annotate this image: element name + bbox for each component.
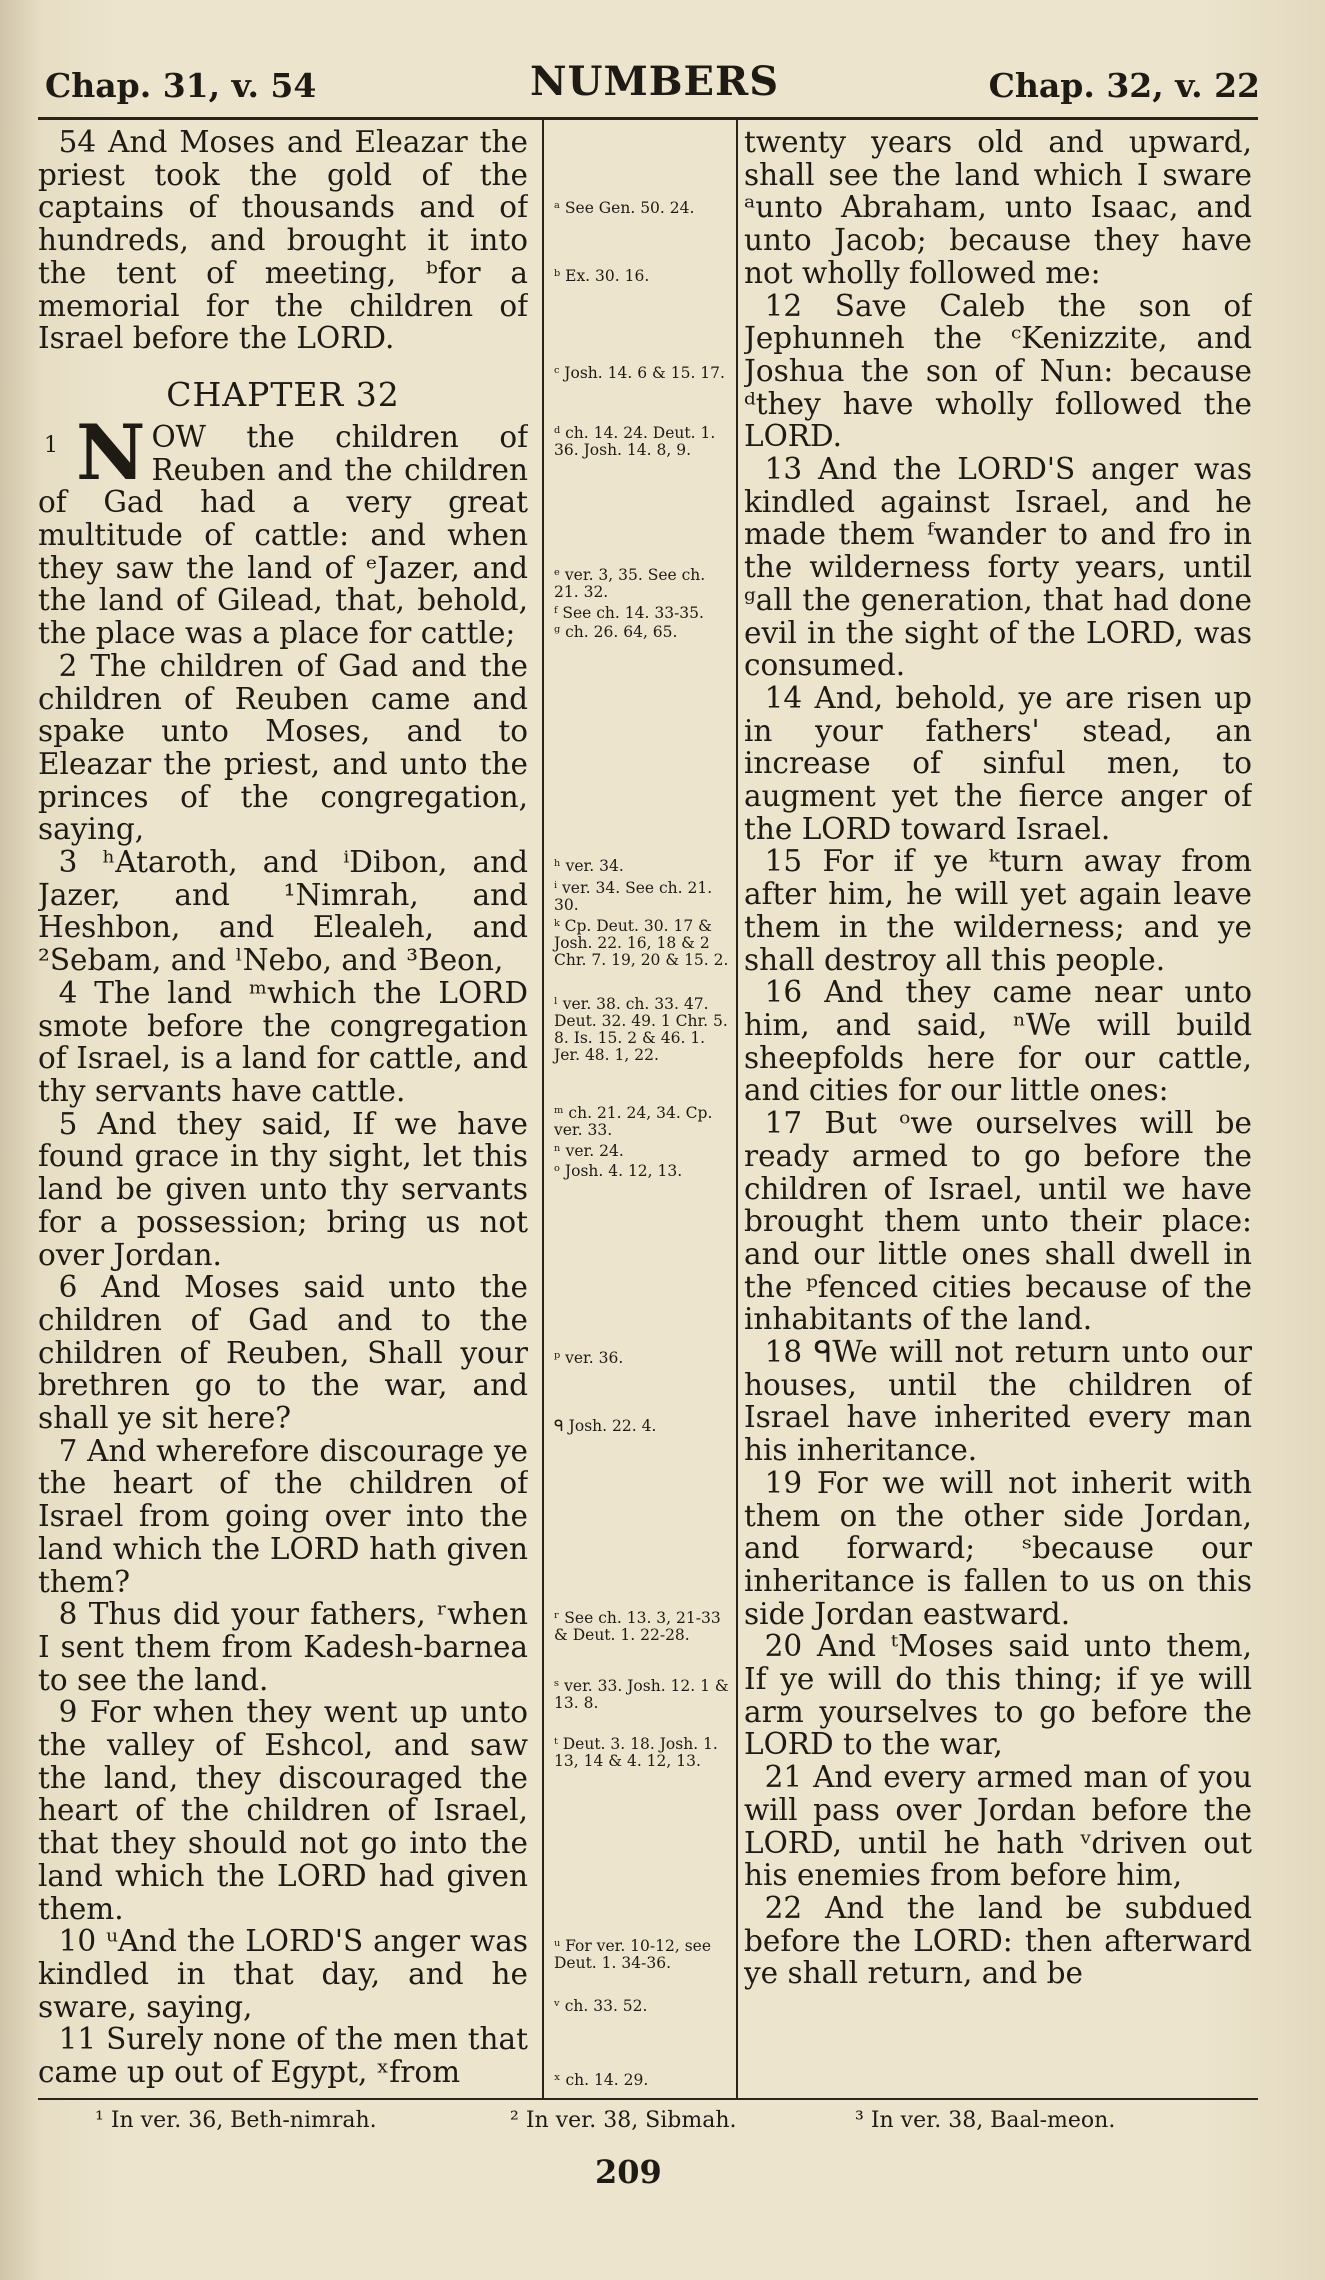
header-chapter-right: Chap. 32, v. 22	[988, 66, 1260, 105]
verse-32-21: 21 And every armed man of you will pass over Jordan before the LORD, until he hath ᵛdriven out his enemies from before him,	[744, 1760, 1252, 1893]
right-text-column	[744, 126, 1252, 2094]
cross-reference: ᵐ ch. 21. 24, 34. Cp. ver. 33.	[554, 1104, 713, 1139]
page-header	[45, 58, 1260, 118]
cross-reference: ᵃ See Gen. 50. 24.	[554, 199, 695, 217]
cross-reference: ˡ ver. 38. ch. 33. 47. Deut. 32. 49. 1 Chr. 5. 8. Is. 15. 2 & 46. 1. Jer. 48. 1, 22.	[554, 995, 728, 1064]
verse-32-12: 12 Save Caleb the son of Jephunneh the ᶜKenizzite, and Joshua the son of Nun: because ᵈthey have wholly followed the LORD.	[744, 288, 1252, 454]
verse-32-6: 6 And Moses said unto the children of Gad and to the children of Reuben, Shall your brethren go to the war, and shall ye sit here?	[38, 1270, 528, 1436]
chapter-heading: CHAPTER 32	[166, 374, 400, 414]
cross-reference: ᵒ Josh. 4. 12, 13.	[554, 1162, 683, 1180]
column-divider-left	[542, 120, 544, 2098]
footnote: ¹ In ver. 36, Beth-nimrah.	[95, 2108, 377, 2133]
cross-reference: ᵘ For ver. 10-12, see Deut. 1. 34-36.	[554, 1937, 712, 1972]
drop-cap-letter: N	[76, 407, 146, 497]
cross-reference: ᵉ ver. 3, 35. See ch. 21. 32.	[554, 566, 706, 601]
verse-32-18: 18 ᑫWe will not return unto our houses, until the children of Israel have inherited every man his inheritance.	[744, 1335, 1252, 1468]
verse-32-9: 9 For when they went up unto the valley of Eshcol, and saw the land, they discouraged the heart of the children of Israel, that they should not go into the land which the LORD had given them.	[38, 1695, 528, 1926]
verse-1-text: OW the children of Reuben and the children of Gad had a very great multitude of cattle: and when they saw the land of ᵉJazer, and the land of Gilead, that, behold, the place was a place for cattle;	[38, 419, 528, 651]
cross-reference: ᵗ Deut. 3. 18. Josh. 1. 13, 14 & 4. 12, 13.	[554, 1735, 718, 1770]
footnote-rule	[38, 2098, 1258, 2100]
verse-32-14: 14 And, behold, ye are risen up in your fathers' stead, an increase of sinful men, to augment yet the fierce anger of the LORD toward Israel.	[744, 680, 1252, 846]
left-text-column	[38, 126, 528, 2094]
page-number: 209	[595, 2153, 662, 2191]
cross-reference: ʰ ver. 34.	[554, 857, 624, 875]
verse-32-3: 3 ʰAtaroth, and ⁱDibon, and Jazer, and ¹Nimrah, and Heshbon, and Elealeh, and ²Sebam, and ˡNebo, and ³Beon,	[38, 845, 528, 978]
cross-reference: ⁱ ver. 34. See ch. 21. 30.	[554, 879, 713, 914]
cross-reference: ᵇ Ex. 30. 16.	[554, 267, 650, 285]
cross-reference: ˣ ch. 14. 29.	[554, 2071, 649, 2089]
cross-reference: ᵍ ch. 26. 64, 65.	[554, 623, 678, 641]
cross-reference: ᶜ Josh. 14. 6 & 15. 17.	[554, 364, 725, 382]
header-book-title: NUMBERS	[530, 58, 780, 105]
verse-32-2: 2 The children of Gad and the children of Reuben came and spake unto Moses, and to Eleazar the priest, and unto the princes of the congregation, saying,	[38, 648, 528, 847]
verse-32-16: 16 And they came near unto him, and said, ⁿWe will build sheepfolds here for our cattle, and cities for our little ones:	[744, 975, 1252, 1108]
verse-32-11: 11 Surely none of the men that came up out of Egypt, ˣfrom	[38, 2022, 528, 2090]
verse-32-22: 22 And the land be subdued before the LORD: then afterward ye shall return, and be	[744, 1890, 1252, 1991]
footnote: ³ In ver. 38, Baal-meon.	[855, 2108, 1116, 2133]
cross-reference: ʳ See ch. 13. 3, 21-33 & Deut. 1. 22-28.	[554, 1609, 721, 1644]
cross-reference: ᵈ ch. 14. 24. Deut. 1. 36. Josh. 14. 8, 9.	[554, 424, 716, 459]
verse-1-number: 1	[44, 432, 58, 458]
verse-32-4: 4 The land ᵐwhich the LORD smote before the congregation of Israel, is a land for cattle, and thy servants have cattle.	[38, 975, 528, 1108]
cross-reference: ᵛ ch. 33. 52.	[554, 1997, 648, 2015]
verse-32-20: 20 And ᵗMoses said unto them, If ye will do this thing; if ye will arm yourselves to go before the LORD to the war,	[744, 1629, 1252, 1762]
cross-reference-column	[548, 120, 733, 2095]
footnote: ² In ver. 38, Sibmah.	[510, 2108, 737, 2133]
verse-32-15: 15 For if ye ᵏturn away from after him, he will yet again leave them in the wilderness; and ye shall destroy all this people.	[744, 844, 1252, 977]
cross-reference: ˢ ver. 33. Josh. 12. 1 & 13. 8.	[554, 1677, 729, 1712]
verse-32-13: 13 And the LORD'S anger was kindled against Israel, and he made them ᶠwander to and fro in the wilderness forty years, until ᵍall the generation, that had done evil in the sight of the LORD, was consumed.	[744, 452, 1252, 683]
header-chapter-left: Chap. 31, v. 54	[45, 66, 317, 105]
verse-31-54: 54 And Moses and Eleazar the priest took the gold of the captains of thousands and of hundreds, and brought it into the tent of meeting, ᵇfor a memorial for the children of Israel before the LORD.	[38, 126, 528, 356]
verse-32-1	[38, 407, 528, 651]
verse-32-5: 5 And they said, If we have found grace in thy sight, let this land be given unto thy servants for a possession; bring us not over Jordan.	[38, 1106, 528, 1272]
column-divider-right	[736, 120, 738, 2098]
verse-32-11-continued: twenty years old and upward, shall see the land which I sware ᵃunto Abraham, unto Isaac, and unto Jacob; because they have not wholly followed me:	[744, 126, 1252, 290]
cross-reference: ᶠ See ch. 14. 33-35.	[554, 604, 704, 622]
verse-32-17: 17 But ᵒwe ourselves will be ready armed to go before the children of Israel, until we have brought them unto their place: and our little ones shall dwell in the ᵖfenced cities because of the inhabitants of the land.	[744, 1106, 1252, 1337]
verse-32-7: 7 And wherefore discourage ye the heart of the children of Israel from going over into the land which the LORD hath given them?	[38, 1433, 528, 1599]
verse-32-8: 8 Thus did your fathers, ʳwhen I sent them from Kadesh-barnea to see the land.	[38, 1597, 528, 1697]
verse-32-10: 10 ᵘAnd the LORD'S anger was kindled in that day, and he sware, saying,	[38, 1924, 528, 2024]
cross-reference: ᵏ Cp. Deut. 30. 17 & Josh. 22. 16, 18 & 2 Chr. 7. 19, 20 & 15. 2.	[554, 917, 729, 969]
cross-reference: ᑫ Josh. 22. 4.	[554, 1417, 657, 1435]
cross-reference: ⁿ ver. 24.	[554, 1142, 624, 1160]
cross-reference: ᵖ ver. 36.	[554, 1349, 624, 1367]
verse-32-19: 19 For we will not inherit with them on the other side Jordan, and forward; ˢbecause our inheritance is fallen to us on this side Jordan eastward.	[744, 1465, 1252, 1631]
